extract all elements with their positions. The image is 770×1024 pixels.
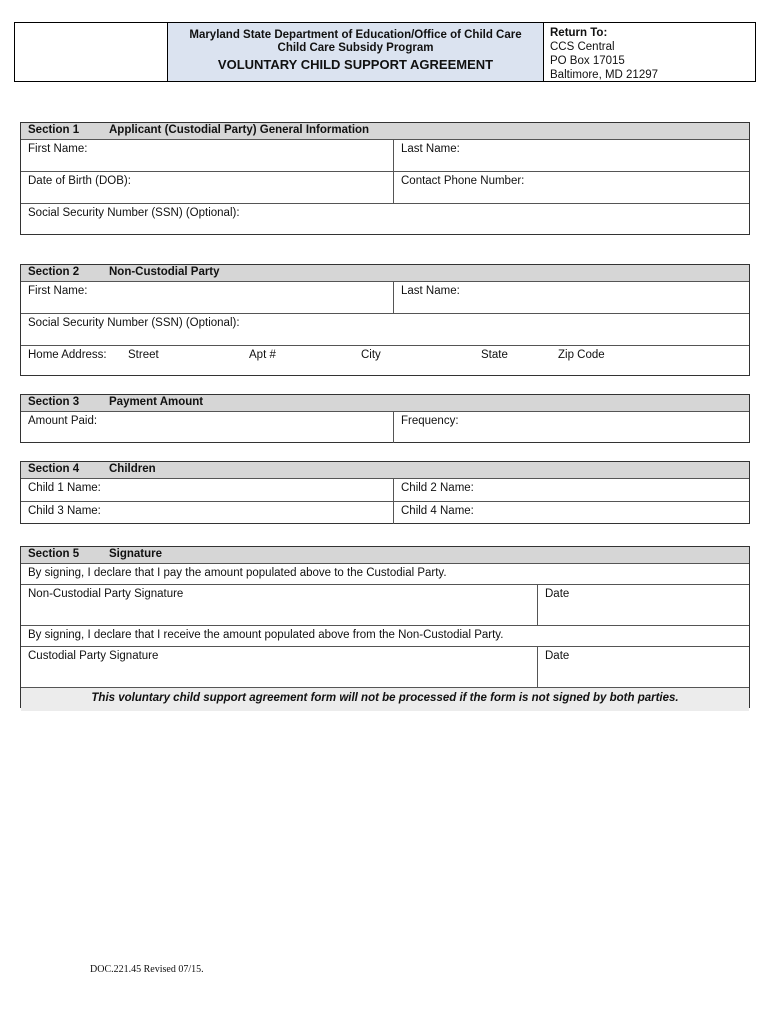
cp-declaration: By signing, I declare that I receive the amount populated above from the Non-Custodial Party. — [28, 629, 504, 641]
form-title: VOLUNTARY CHILD SUPPORT AGREEMENT — [217, 57, 494, 72]
payment-row — [21, 412, 749, 443]
name-row — [21, 282, 749, 314]
cp-signature-field[interactable] — [21, 647, 537, 687]
section-number: Section 2 — [28, 266, 80, 278]
street-label: Street — [128, 349, 159, 361]
form-header — [167, 22, 544, 82]
cp-date-label: Date — [545, 650, 570, 662]
child-1-label: Child 1 Name: — [28, 482, 101, 494]
document-id: DOC.221.45 Revised 07/15. — [90, 964, 204, 975]
last-name-field[interactable] — [393, 282, 749, 313]
ncp-signature-row — [21, 585, 749, 626]
child-2-field[interactable] — [393, 479, 749, 501]
section-2-header — [21, 265, 749, 282]
ssn-field[interactable] — [21, 314, 749, 346]
ncp-signature-label: Non-Custodial Party Signature — [28, 588, 184, 600]
section-5-header — [21, 547, 749, 564]
return-address — [543, 22, 756, 82]
section-number: Section 4 — [28, 463, 80, 475]
city-label: City — [361, 349, 381, 361]
phone-field[interactable] — [393, 172, 749, 203]
ncp-signature-field[interactable] — [21, 585, 537, 625]
first-name-label: First Name: — [28, 143, 88, 155]
ncp-declaration-row — [21, 564, 749, 585]
home-address-field[interactable] — [21, 346, 749, 377]
cp-declaration-row — [21, 626, 749, 647]
return-line-1: CCS Central — [550, 41, 615, 53]
section-5 — [20, 546, 750, 708]
last-name-field[interactable] — [393, 140, 749, 171]
section-title: Signature — [109, 548, 163, 560]
section-3-header — [21, 395, 749, 412]
ncp-date-field[interactable] — [537, 585, 749, 625]
amount-paid-label: Amount Paid: — [28, 415, 98, 427]
cp-signature-label: Custodial Party Signature — [28, 650, 159, 662]
section-3 — [20, 394, 750, 443]
section-1 — [20, 122, 750, 235]
zip-label: Zip Code — [558, 349, 605, 361]
dob-field[interactable] — [21, 172, 393, 203]
cp-signature-row — [21, 647, 749, 688]
child-4-label: Child 4 Name: — [401, 505, 474, 517]
last-name-label: Last Name: — [401, 285, 460, 297]
processing-notice: This voluntary child support agreement form will not be processed if the form is not signed by both parties. — [21, 688, 749, 711]
section-title: Payment Amount — [109, 396, 204, 408]
section-number: Section 3 — [28, 396, 80, 408]
return-line-2: PO Box 17015 — [550, 55, 625, 67]
apt-label: Apt # — [249, 349, 276, 361]
child-2-label: Child 2 Name: — [401, 482, 474, 494]
child-4-field[interactable] — [393, 502, 749, 524]
first-name-field[interactable] — [21, 140, 393, 171]
section-title: Children — [109, 463, 156, 475]
program-name: Child Care Subsidy Program — [277, 42, 434, 54]
dob-label: Date of Birth (DOB): — [28, 175, 131, 187]
return-line-3: Baltimore, MD 21297 — [550, 69, 659, 81]
ssn-label: Social Security Number (SSN) (Optional): — [28, 317, 240, 329]
amount-paid-field[interactable] — [21, 412, 393, 443]
section-2 — [20, 264, 750, 376]
children-row-1 — [21, 479, 749, 502]
phone-label: Contact Phone Number: — [401, 175, 525, 187]
first-name-field[interactable] — [21, 282, 393, 313]
child-3-label: Child 3 Name: — [28, 505, 101, 517]
section-title: Applicant (Custodial Party) General Information — [109, 124, 370, 136]
section-number: Section 5 — [28, 548, 80, 560]
agency-name: Maryland State Department of Education/Office of Child Care — [189, 29, 522, 41]
dob-phone-row — [21, 172, 749, 204]
section-title: Non-Custodial Party — [109, 266, 220, 278]
state-label: State — [481, 349, 508, 361]
logo-box — [14, 22, 168, 82]
children-row-2 — [21, 502, 749, 524]
frequency-field[interactable] — [393, 412, 749, 443]
ncp-declaration: By signing, I declare that I pay the amount populated above to the Custodial Party. — [28, 567, 447, 579]
name-row — [21, 140, 749, 172]
ncp-date-label: Date — [545, 588, 570, 600]
section-4-header — [21, 462, 749, 479]
ssn-field[interactable] — [21, 204, 749, 235]
frequency-label: Frequency: — [401, 415, 459, 427]
cp-date-field[interactable] — [537, 647, 749, 687]
section-4 — [20, 461, 750, 524]
return-to-label: Return To: — [550, 27, 608, 39]
section-number: Section 1 — [28, 124, 80, 136]
ssn-label: Social Security Number (SSN) (Optional): — [28, 207, 240, 219]
child-3-field[interactable] — [21, 502, 393, 524]
last-name-label: Last Name: — [401, 143, 460, 155]
section-1-header — [21, 123, 749, 140]
child-1-field[interactable] — [21, 479, 393, 501]
home-address-label: Home Address: — [28, 349, 107, 361]
first-name-label: First Name: — [28, 285, 88, 297]
